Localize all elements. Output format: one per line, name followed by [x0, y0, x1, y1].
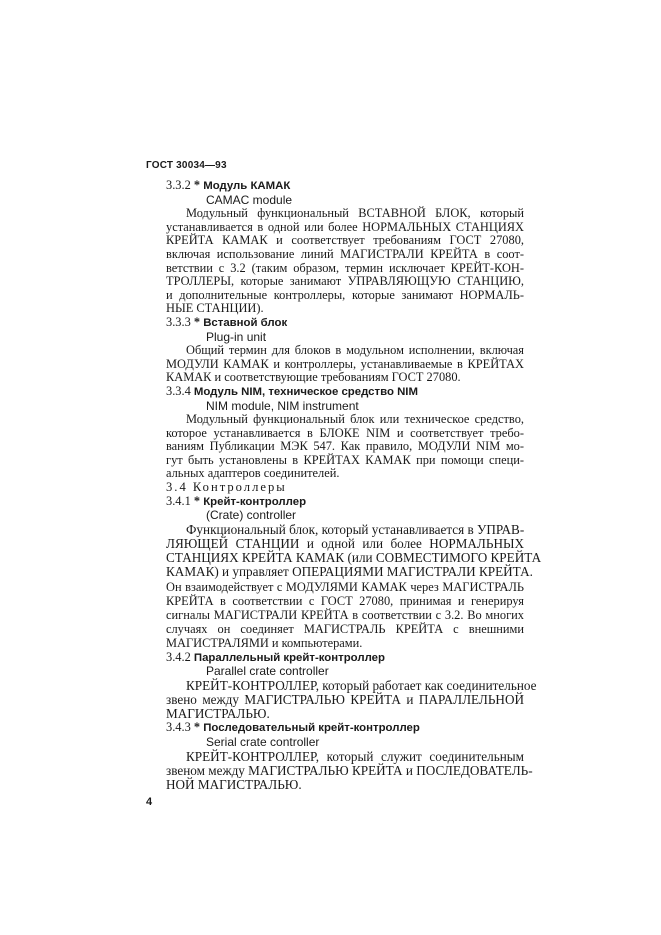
term-star: *: [193, 493, 201, 508]
term-definition: [146, 748, 533, 793]
text-line: звеном между МАГИСТРАЛЬЮ КРЕЙТА и ПОСЛЕДОВАТЕЛЬ-: [166, 762, 533, 778]
text-line: и дополнительные контроллеры, которые занимают НОРМАЛЬ-: [166, 287, 524, 302]
term-english: (Crate) controller: [206, 508, 297, 523]
text-line: МОДУЛИ КАМАК и контроллеры, устанавливаемые в КРЕЙТАХ: [166, 356, 524, 371]
term-number: 3.3.3: [166, 314, 191, 329]
text-line: КРЕЙТ-КОНТРОЛЛЕР, который работает как соединительное: [186, 677, 537, 693]
term-heading: [146, 721, 524, 736]
term-definition: [146, 344, 524, 385]
document-page: [146, 160, 542, 809]
text-line: которое устанавливается в БЛОКЕ NIM и соответствует требо-: [166, 425, 524, 440]
term-name: Модуль КАМАК: [203, 180, 291, 192]
term-english: Serial crate controller: [206, 735, 320, 750]
term-entry: [146, 179, 524, 316]
term-english: Plug-in unit: [206, 329, 267, 344]
term-heading: [146, 495, 524, 510]
term-entry: [146, 720, 533, 793]
page-number: 4: [146, 796, 153, 809]
text-line: ваниям Публикации МЭК 547. Как правило, МОДУЛИ NIM мо-: [166, 439, 524, 454]
term-star: *: [193, 314, 201, 329]
text-line: альных адаптеров соединителей.: [166, 466, 340, 481]
term-entry: [146, 649, 537, 722]
term-definition: [146, 521, 542, 651]
text-line: Функциональный блок, который устанавливается в УПРАВ-: [186, 521, 525, 537]
term-number: 3.4.2: [166, 649, 191, 664]
term-english: NIM module, NIM instrument: [206, 398, 359, 413]
text-line: НОЙ МАГИСТРАЛЬЮ.: [166, 777, 302, 793]
text-line: СТАНЦИЯХ КРЕЙТА КАМАК (или СОВМЕСТИМОГО КРЕЙТА: [166, 550, 542, 566]
text-line: ТРОЛЛЕРЫ, которые занимают УПРАВЛЯЮЩУЮ СТАНЦИЮ,: [166, 274, 524, 289]
text-line: ветствии с 3.2 (таким образом, термин исключает КРЕЙТ-КОН-: [166, 260, 524, 275]
text-line: Модульный функциональный блок или техническое средство,: [186, 412, 524, 427]
text-line: КАМАК и соответствующие требованиям ГОСТ 27080.: [166, 370, 461, 385]
text-line: КРЕЙТА в соответствии с ГОСТ 27080, принимая и генерируя: [166, 593, 524, 608]
term-number: 3.4.1: [166, 493, 191, 508]
term-heading: [146, 385, 524, 400]
text-line: МАГИСТРАЛЬЮ.: [166, 706, 270, 722]
section-title: Контроллеры: [192, 480, 287, 495]
term-entry: [146, 385, 524, 481]
document-header: ГОСТ 30034—93: [146, 160, 227, 171]
text-line: КАМАК) и управляет ОПЕРАЦИЯМИ МАГИСТРАЛИ КРЕЙТА.: [166, 564, 533, 580]
term-definition: [146, 207, 524, 316]
section-heading: [146, 481, 524, 495]
term-english: Parallel crate controller: [206, 664, 329, 679]
term-heading: [146, 651, 524, 666]
term-number: 3.3.2: [166, 178, 191, 192]
text-line: ЛЯЮЩЕЙ СТАНЦИИ и одной или более НОРМАЛЬНЫХ: [166, 536, 524, 552]
term-entry: [146, 493, 542, 651]
text-line: Модульный функциональный ВСТАВНОЙ БЛОК, который: [186, 206, 524, 221]
term-heading: [146, 316, 524, 331]
term-definition: [146, 413, 524, 481]
term-entry: [146, 316, 524, 385]
term-name: Параллельный крейт-контроллер: [193, 651, 385, 664]
term-english: CAMAC module: [206, 192, 293, 207]
term-star: *: [193, 178, 201, 192]
text-line: МАГИСТРАЛЯМИ и компьютерами.: [166, 636, 363, 651]
term-name: Вставной блок: [203, 316, 288, 329]
term-name: Крейт-контроллер: [203, 495, 307, 508]
text-line: КРЕЙТА КАМАК и соответствует требованиям ГОСТ 27080,: [166, 233, 524, 248]
term-name: Модуль NIM, техническое средство NIM: [193, 385, 418, 398]
text-line: Общий термин для блоков в модульном исполнении, включая: [186, 343, 524, 358]
term-star: *: [193, 720, 201, 735]
text-line: КРЕЙТ-КОНТРОЛЛЕР, который служит соединительным: [186, 748, 524, 764]
term-heading: [146, 179, 524, 194]
section-number: 3.4: [166, 480, 188, 495]
text-line: гут быть установлены в КРЕЙТАХ КАМАК при помощи специ-: [166, 452, 524, 467]
text-line: звено между МАГИСТРАЛЬЮ КРЕЙТА и ПАРАЛЛЕЛЬНОЙ: [166, 692, 524, 708]
term-definition: [146, 677, 537, 722]
term-name: Последовательный крейт-контроллер: [203, 722, 420, 735]
text-line: НЫЕ СТАНЦИИ).: [166, 301, 264, 316]
text-line: Он взаимодействует с МОДУЛЯМИ КАМАК через МАГИСТРАЛЬ: [166, 579, 524, 594]
term-number: 3.3.4: [166, 383, 191, 398]
term-number: 3.4.3: [166, 720, 191, 735]
text-line: случаях он соединяет МАГИСТРАЛЬ КРЕЙТА с внешними: [166, 622, 524, 637]
text-line: сигналы МАГИСТРАЛИ КРЕЙТА в соответствии с 3.2. Во многих: [166, 608, 524, 623]
text-line: устанавливается в одной или более НОРМАЛЬНЫХ СТАНЦИЯХ: [166, 219, 524, 234]
text-line: включая использование линий МАГИСТРАЛИ КРЕЙТА в соот-: [166, 246, 524, 261]
